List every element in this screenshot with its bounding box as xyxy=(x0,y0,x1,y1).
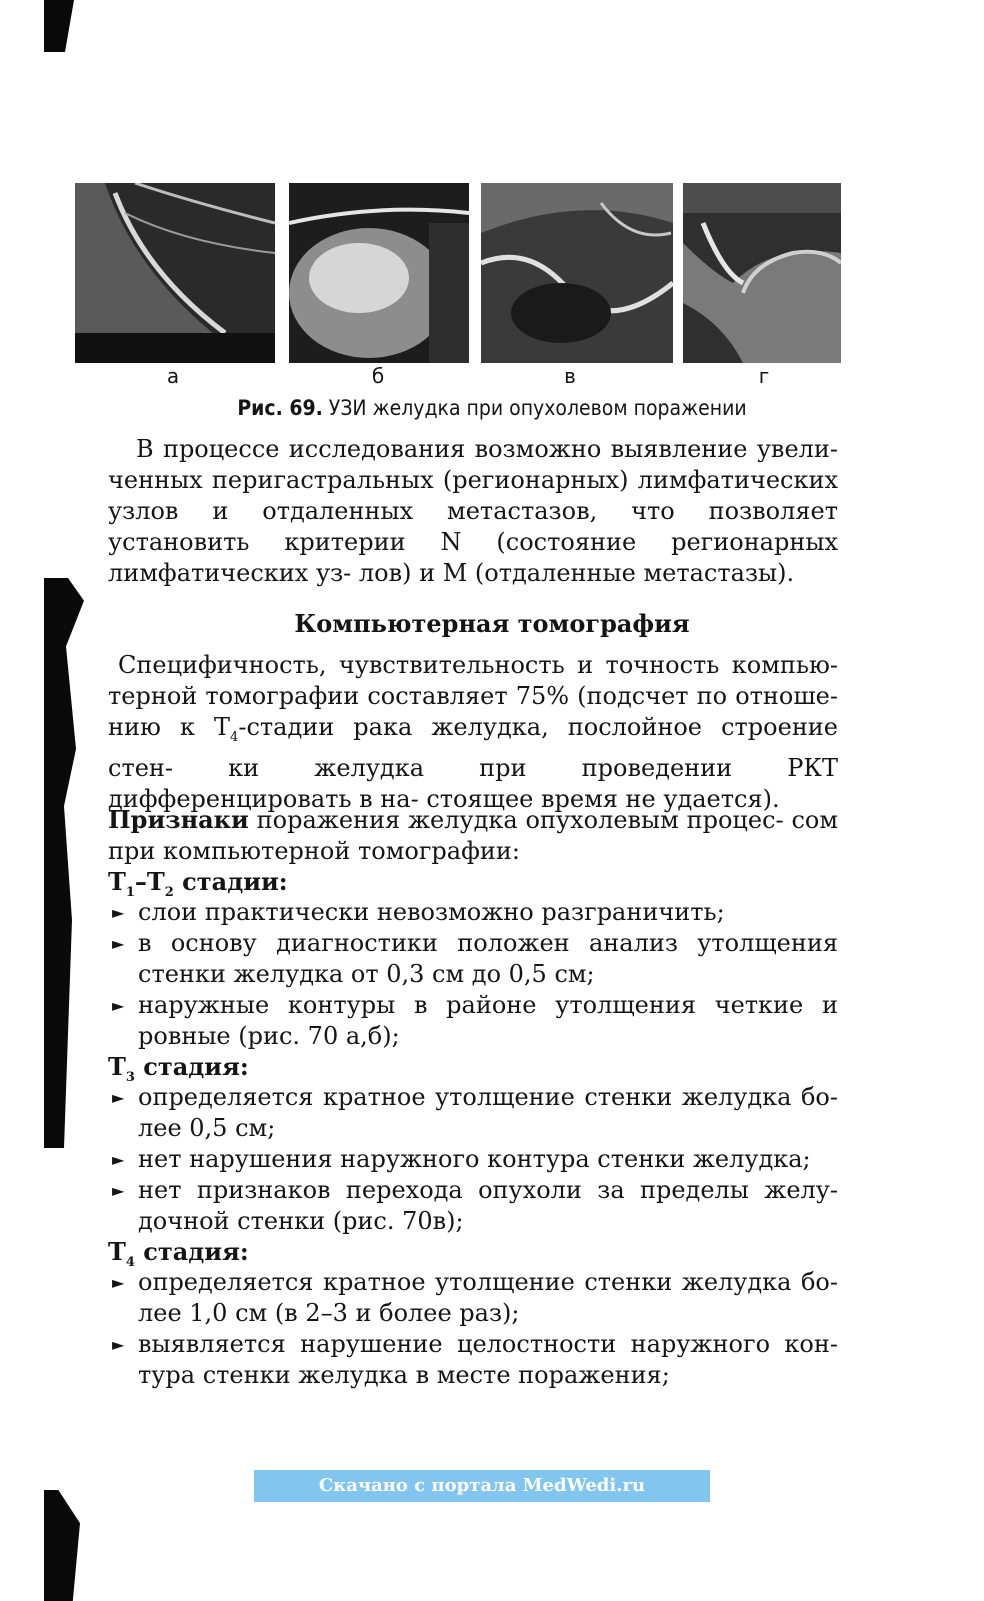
triangle-right-icon: ► xyxy=(112,1088,125,1107)
signs-rest: поражения желудка опухолевым процес- сом при компьютерной томографии: xyxy=(108,806,838,865)
triangle-right-icon: ► xyxy=(112,1150,125,1169)
list-item xyxy=(112,1175,838,1237)
figure-caption-label: Рис. 69. xyxy=(237,396,323,420)
list-item xyxy=(112,897,838,928)
scan-edge-mark-top xyxy=(44,0,74,52)
list-item-text: в основу диагностики положен анализ утолщения стенки желудка от 0,3 см до 0,5 см; xyxy=(138,929,838,988)
paragraph-lymph-nodes: В процессе исследования возможно выявление увели- ченных перигастральных (регионарных) лимфатических узлов и отдаленных метастазов, что позволяет установить критерии N (состояние регионарных лимфатических уз- лов) и M (отдаленные метастазы). xyxy=(108,435,838,587)
triangle-right-icon: ► xyxy=(112,1273,125,1292)
triangle-right-icon: ► xyxy=(112,934,125,953)
triangle-right-icon: ► xyxy=(112,996,125,1015)
ultrasound-image-d xyxy=(683,183,841,363)
stage-t2-letter: –T xyxy=(134,867,165,896)
list-item-text: выявляется нарушение целостности наружного кон- тура стенки желудка в месте поражения; xyxy=(138,1330,838,1389)
list-item-text: определяется кратное утолщение стенки желудка бо- лее 1,0 см (в 2–3 и более раз); xyxy=(138,1268,838,1327)
stage-t3-letter: T xyxy=(108,1052,126,1081)
list-item xyxy=(112,1267,838,1329)
stage-t4-sub: 4 xyxy=(125,1254,135,1270)
stage-t2-sub: 2 xyxy=(164,884,174,900)
triangle-right-icon: ► xyxy=(112,1181,125,1200)
list-item xyxy=(112,928,838,990)
stage-t1-t2-tail: стадии: xyxy=(173,867,288,896)
paragraph-signs xyxy=(108,804,838,867)
triangle-right-icon: ► xyxy=(112,903,125,922)
paragraph-ct-accuracy: Специфичность, чувствительность и точность компью- терной томографии составляет 75% (подсчет по отноше- нию к $T_4$-стадии рака желудка, послойное строение стен- ки желудка при проведении РКТ дифференцировать в на- стоящее время не удается). xyxy=(108,651,839,813)
list-item-text: определяется кратное утолщение стенки желудка бо- лее 0,5 см; xyxy=(138,1083,838,1142)
stage-t4-tail: стадия: xyxy=(134,1237,249,1266)
stage-t1-letter: T xyxy=(108,867,126,896)
download-watermark: Скачано с портала MedWedi.ru xyxy=(254,1470,710,1502)
stage-t4-letter: T xyxy=(108,1237,126,1266)
list-item-text: слои практически невозможно разграничить; xyxy=(138,898,725,926)
list-item xyxy=(112,990,838,1052)
triangle-right-icon: ► xyxy=(112,1335,125,1354)
panel-letter-d: г xyxy=(758,364,770,388)
figure-ultrasound-panels xyxy=(75,183,841,363)
list-item xyxy=(112,1082,838,1144)
section-heading: Компьютерная томография xyxy=(294,609,690,638)
list-item-text: наружные контуры в районе утолщения четкие и ровные (рис. 70 а,б); xyxy=(138,991,838,1050)
signs-bold: Признаки xyxy=(108,805,249,834)
figure-caption-text: УЗИ желудка при опухолевом поражении xyxy=(322,396,747,420)
stage-t1-sub: 1 xyxy=(125,884,135,900)
scan-edge-mark-bottom xyxy=(44,1490,80,1601)
list-item xyxy=(112,1329,838,1391)
panel-letter-c: в xyxy=(564,364,576,388)
figure-caption xyxy=(0,396,984,420)
panel-letter-a: а xyxy=(166,364,180,388)
ultrasound-image-a xyxy=(75,183,275,363)
list-item-text: нет нарушения наружного контура стенки желудка; xyxy=(138,1145,811,1173)
panel-letter-b: б xyxy=(371,364,385,388)
ultrasound-image-c xyxy=(481,183,673,363)
list-item-text: нет признаков перехода опухоли за пределы желу- дочной стенки (рис. 70в); xyxy=(138,1176,838,1235)
scan-edge-mark-middle xyxy=(44,578,84,1148)
ultrasound-image-b xyxy=(289,183,469,363)
stage-t3-tail: стадия: xyxy=(134,1052,249,1081)
list-item xyxy=(112,1144,838,1175)
stage-t3-sub: 3 xyxy=(125,1069,135,1085)
